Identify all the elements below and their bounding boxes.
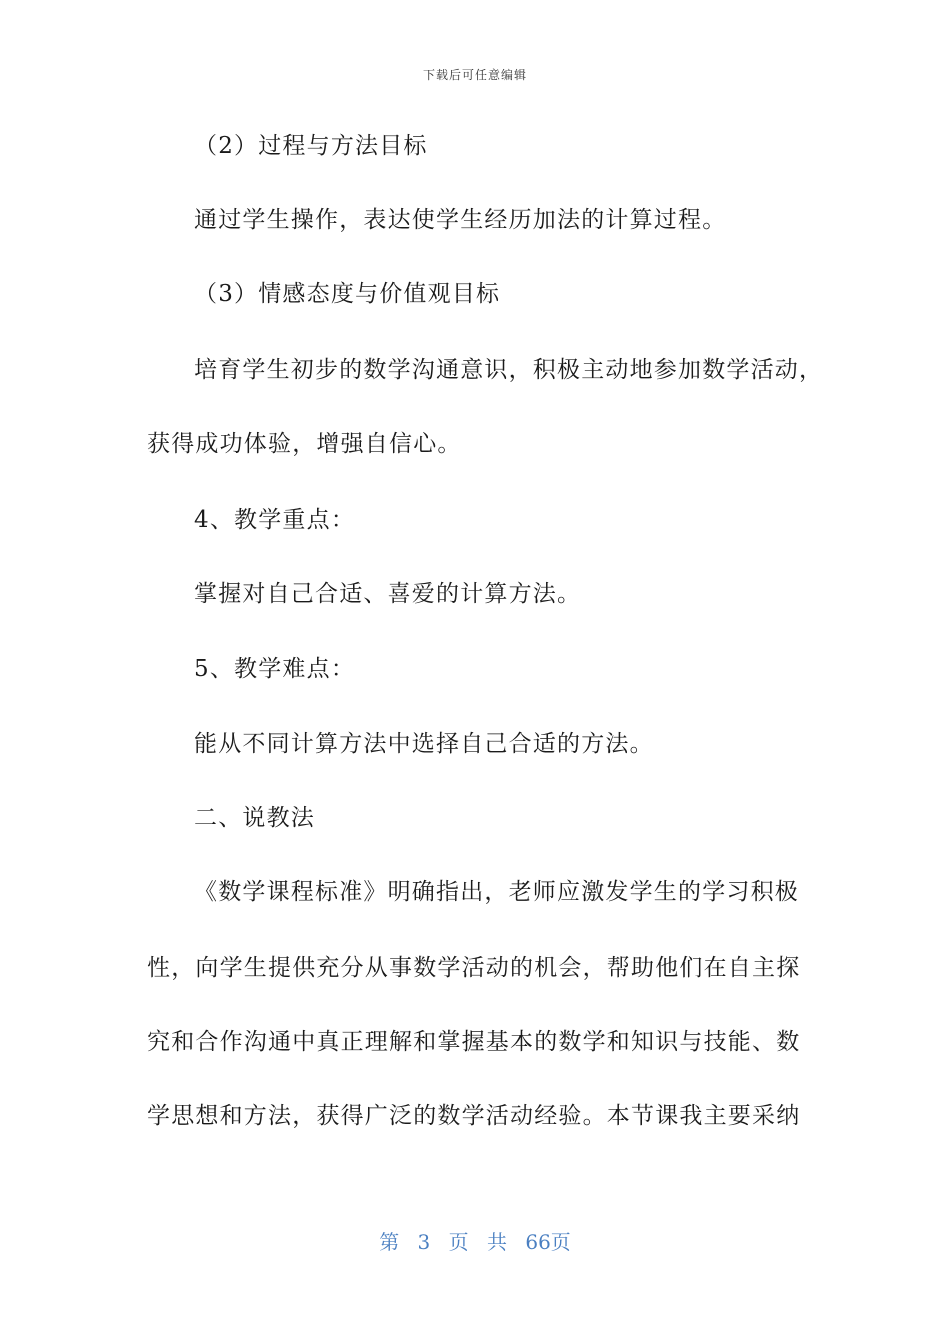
paragraph-line: 获得成功体验，增强自信心。 — [147, 431, 462, 457]
paragraph-line: 通过学生操作，表达使学生经历加法的计算过程。 — [194, 207, 727, 233]
page-number-footer — [0, 1226, 950, 1255]
paragraph-line: 学思想和方法，获得广泛的数学活动经验。本节课我主要采纳 — [147, 1103, 801, 1129]
paragraph-line: 究和合作沟通中真正理解和掌握基本的数学和知识与技能、数 — [147, 1029, 801, 1055]
footer-gong: 共 — [487, 1230, 507, 1254]
paragraph-line: 掌握对自己合适、喜爱的计算方法。 — [194, 581, 582, 607]
paragraph-line: 培育学生初步的数学沟通意识，积极主动地参加数学活动， — [194, 357, 824, 383]
header-note: 下载后可任意编辑 — [422, 68, 527, 82]
footer-ye: 页 — [448, 1230, 469, 1254]
subheading-emotion-values: （3）情感态度与价值观目标 — [194, 281, 501, 307]
paragraph-line: 《数学课程标准》明确指出，老师应激发学生的学习积极 — [194, 879, 799, 905]
subheading-key-points: 4、教学重点： — [194, 507, 356, 533]
footer-di: 第 — [379, 1230, 400, 1254]
paragraph-line: 性，向学生提供充分从事数学活动的机会，帮助他们在自主探 — [147, 955, 801, 981]
footer-total-pages: 66页 — [525, 1230, 571, 1254]
paragraph-line: 能从不同计算方法中选择自己合适的方法。 — [194, 731, 654, 757]
section-heading-teaching-method: 二、说教法 — [194, 805, 315, 831]
footer-current-page: 3 — [417, 1230, 431, 1254]
subheading-process-method: （2）过程与方法目标 — [194, 133, 428, 159]
subheading-difficulties: 5、教学难点： — [194, 656, 356, 682]
